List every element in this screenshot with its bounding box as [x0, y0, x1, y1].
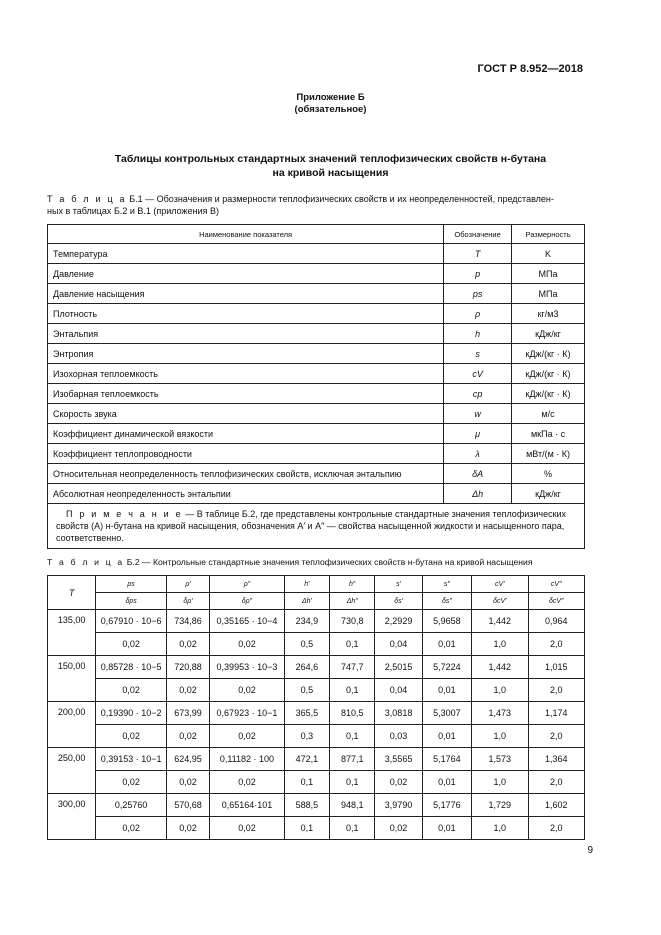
table2-header-uncertainty: δρ′ — [166, 593, 209, 610]
appendix-title: Приложение Б — [296, 92, 365, 103]
uncertainty-cell: 0,02 — [210, 725, 285, 748]
property-unit: K — [512, 244, 585, 264]
table2-header-uncertainty: Δh′ — [284, 593, 329, 610]
property-name: Относительная неопределенность теплофизических свойств, исключая энтальпию — [48, 464, 444, 484]
table1-row — [48, 264, 585, 284]
uncertainty-cell: 0,02 — [210, 633, 285, 656]
value-cell: 948,1 — [330, 794, 375, 817]
uncertainty-cell: 0,1 — [330, 633, 375, 656]
property-unit: м/с — [512, 404, 585, 424]
uncertainty-cell: 0,01 — [422, 817, 471, 840]
table1-caption-text: Б.1 — Обозначения и размерности теплофизических свойств и их неопределенностей, представлен- — [129, 194, 554, 204]
table2-uncertainty-row — [48, 633, 585, 656]
table1-row — [48, 304, 585, 324]
property-symbol: cp — [444, 384, 512, 404]
uncertainty-cell: 0,02 — [96, 633, 167, 656]
uncertainty-cell: 2,0 — [528, 633, 585, 656]
table2-value-row — [48, 610, 585, 633]
property-symbol: h — [444, 324, 512, 344]
temperature-cell: 135,00 — [48, 610, 96, 656]
table1-row — [48, 364, 585, 384]
value-cell: 1,473 — [472, 702, 528, 725]
property-name: Энтальпия — [48, 324, 444, 344]
value-cell: 0,964 — [528, 610, 585, 633]
table2-header-property: s″ — [422, 576, 471, 593]
temperature-cell: 200,00 — [48, 702, 96, 748]
uncertainty-cell: 0,02 — [210, 817, 285, 840]
property-unit: кДж/(кг · К) — [512, 344, 585, 364]
table2-header-uncertainty-row — [48, 593, 585, 610]
table1-row — [48, 284, 585, 304]
property-name: Абсолютная неопределенность энтальпии — [48, 484, 444, 504]
uncertainty-cell: 0,5 — [284, 679, 329, 702]
uncertainty-cell: 1,0 — [472, 817, 528, 840]
table2-header-uncertainty: δps — [96, 593, 167, 610]
table2-header-uncertainty: δcV″ — [528, 593, 585, 610]
property-name: Температура — [48, 244, 444, 264]
uncertainty-cell: 2,0 — [528, 725, 585, 748]
value-cell: 0,25760 — [96, 794, 167, 817]
uncertainty-cell: 0,04 — [375, 679, 422, 702]
table2-head — [48, 576, 585, 610]
table1-row — [48, 424, 585, 444]
table1-row — [48, 244, 585, 264]
uncertainty-cell: 0,02 — [166, 679, 209, 702]
value-cell: 0,67910 · 10−6 — [96, 610, 167, 633]
value-cell: 0,35165 · 10−4 — [210, 610, 285, 633]
value-cell: 5,1776 — [422, 794, 471, 817]
page-number: 9 — [587, 845, 593, 856]
property-unit: кДж/(кг · К) — [512, 364, 585, 384]
property-symbol: δA — [444, 464, 512, 484]
uncertainty-cell: 0,03 — [375, 725, 422, 748]
property-name: Давление насыщения — [48, 284, 444, 304]
value-cell: 3,5565 — [375, 748, 422, 771]
table2-caption — [47, 556, 587, 568]
uncertainty-cell: 0,01 — [422, 679, 471, 702]
property-symbol: T — [444, 244, 512, 264]
table2-value-row — [48, 702, 585, 725]
uncertainty-cell: 1,0 — [472, 725, 528, 748]
note-text: — В таблице Б.2, где представлены контрольные стандартные значения теплофизических свойств (A) н-бутана на кривой насыщения, обозначения A′ и A″ — свойства насыщенной жидкости и насыщенного пара, соответственно. — [56, 509, 567, 543]
table2-header-T: T — [48, 576, 96, 610]
uncertainty-cell: 0,02 — [166, 817, 209, 840]
value-cell: 2,2929 — [375, 610, 422, 633]
value-cell: 5,7224 — [422, 656, 471, 679]
property-name: Изохорная теплоемкость — [48, 364, 444, 384]
value-cell: 472,1 — [284, 748, 329, 771]
value-cell: 0,85728 · 10−5 — [96, 656, 167, 679]
section-title-line2: на кривой насыщения — [272, 167, 389, 179]
table1-caption-line2: ных в таблицах Б.2 и В.1 (приложения В) — [47, 206, 219, 216]
value-cell: 624,95 — [166, 748, 209, 771]
property-name: Коэффициент теплопроводности — [48, 444, 444, 464]
table2-header-property: h′ — [284, 576, 329, 593]
table1-row — [48, 344, 585, 364]
temperature-cell: 300,00 — [48, 794, 96, 840]
uncertainty-cell: 0,5 — [284, 633, 329, 656]
table2-header-property: ps — [96, 576, 167, 593]
value-cell: 5,9658 — [422, 610, 471, 633]
property-name: Скорость звука — [48, 404, 444, 424]
property-symbol: Δh — [444, 484, 512, 504]
property-name: Плотность — [48, 304, 444, 324]
table2-body — [48, 610, 585, 840]
value-cell: 0,39953 · 10−3 — [210, 656, 285, 679]
value-cell: 877,1 — [330, 748, 375, 771]
table1-row — [48, 464, 585, 484]
value-cell: 3,0818 — [375, 702, 422, 725]
table2-header-row — [48, 576, 585, 593]
table2-header-uncertainty: δs′ — [375, 593, 422, 610]
uncertainty-cell: 0,01 — [422, 633, 471, 656]
temperature-cell: 150,00 — [48, 656, 96, 702]
table1-note — [48, 504, 585, 549]
table1-caption — [47, 193, 587, 217]
note-prefix: П р и м е ч а н и е — [66, 509, 183, 519]
value-cell: 720,88 — [166, 656, 209, 679]
property-unit: мВт/(м · К) — [512, 444, 585, 464]
value-cell: 0,11182 · 100 — [210, 748, 285, 771]
table2-header-property: ρ″ — [210, 576, 285, 593]
table1-body — [48, 244, 585, 504]
section-title-line1: Таблицы контрольных стандартных значений теплофизических свойств н-бутана — [114, 153, 547, 165]
uncertainty-cell: 1,0 — [472, 633, 528, 656]
uncertainty-cell: 2,0 — [528, 817, 585, 840]
table2-header-uncertainty: δcV′ — [472, 593, 528, 610]
property-unit: кДж/кг — [512, 324, 585, 344]
table2-uncertainty-row — [48, 817, 585, 840]
value-cell: 0,39153 · 10−1 — [96, 748, 167, 771]
value-cell: 1,729 — [472, 794, 528, 817]
uncertainty-cell: 0,02 — [96, 771, 167, 794]
table2-caption-text: Б.2 — Контрольные стандартные значения теплофизических свойств н-бутана на кривой насыщения — [126, 557, 533, 567]
property-unit: МПа — [512, 264, 585, 284]
property-symbol: p — [444, 264, 512, 284]
uncertainty-cell: 0,02 — [166, 633, 209, 656]
property-name: Изобарная теплоемкость — [48, 384, 444, 404]
uncertainty-cell: 0,02 — [375, 771, 422, 794]
table1-header-row — [48, 225, 585, 244]
property-unit: кДж/кг — [512, 484, 585, 504]
uncertainty-cell: 0,02 — [96, 725, 167, 748]
property-name: Коэффициент динамической вязкости — [48, 424, 444, 444]
property-symbol: ps — [444, 284, 512, 304]
property-unit: МПа — [512, 284, 585, 304]
value-cell: 1,573 — [472, 748, 528, 771]
uncertainty-cell: 1,0 — [472, 679, 528, 702]
table2-header-uncertainty: δs″ — [422, 593, 471, 610]
value-cell: 3,9790 — [375, 794, 422, 817]
table1-row — [48, 484, 585, 504]
uncertainty-cell: 0,1 — [284, 817, 329, 840]
property-symbol: w — [444, 404, 512, 424]
uncertainty-cell: 0,1 — [330, 725, 375, 748]
table2-uncertainty-row — [48, 725, 585, 748]
table1-header-unit: Размерность — [512, 225, 585, 244]
standard-header: ГОСТ Р 8.952—2018 — [477, 63, 583, 75]
uncertainty-cell: 0,1 — [284, 771, 329, 794]
uncertainty-cell: 0,02 — [96, 817, 167, 840]
table2-caption-prefix: Т а б л и ц а — [47, 557, 125, 567]
table1 — [47, 224, 585, 549]
table2-header-property: ρ′ — [166, 576, 209, 593]
table1-row — [48, 384, 585, 404]
value-cell: 0,65164·101 — [210, 794, 285, 817]
table1-row — [48, 444, 585, 464]
table1-note-row — [48, 504, 585, 549]
value-cell: 1,602 — [528, 794, 585, 817]
table2-header-property: h″ — [330, 576, 375, 593]
uncertainty-cell: 0,1 — [330, 771, 375, 794]
table2-header-property: cV″ — [528, 576, 585, 593]
table1-row — [48, 404, 585, 424]
value-cell: 588,5 — [284, 794, 329, 817]
value-cell: 747,7 — [330, 656, 375, 679]
table2-value-row — [48, 748, 585, 771]
value-cell: 365,5 — [284, 702, 329, 725]
value-cell: 1,015 — [528, 656, 585, 679]
uncertainty-cell: 2,0 — [528, 771, 585, 794]
value-cell: 2,5015 — [375, 656, 422, 679]
uncertainty-cell: 2,0 — [528, 679, 585, 702]
value-cell: 570,68 — [166, 794, 209, 817]
table2-header-property: s′ — [375, 576, 422, 593]
property-name: Энтропия — [48, 344, 444, 364]
value-cell: 810,5 — [330, 702, 375, 725]
table2 — [47, 575, 585, 840]
value-cell: 734,86 — [166, 610, 209, 633]
value-cell: 1,442 — [472, 656, 528, 679]
value-cell: 0,67923 · 10−1 — [210, 702, 285, 725]
value-cell: 1,442 — [472, 610, 528, 633]
property-symbol: ρ — [444, 304, 512, 324]
table1-row — [48, 324, 585, 344]
property-unit: кДж/(кг · К) — [512, 384, 585, 404]
property-symbol: cV — [444, 364, 512, 384]
uncertainty-cell: 0,1 — [330, 817, 375, 840]
value-cell: 673,99 — [166, 702, 209, 725]
value-cell: 5,1764 — [422, 748, 471, 771]
uncertainty-cell: 0,3 — [284, 725, 329, 748]
uncertainty-cell: 0,02 — [375, 817, 422, 840]
property-unit: % — [512, 464, 585, 484]
uncertainty-cell: 0,04 — [375, 633, 422, 656]
uncertainty-cell: 0,02 — [166, 725, 209, 748]
uncertainty-cell: 0,02 — [210, 771, 285, 794]
table2-value-row — [48, 794, 585, 817]
table1-header-symbol: Обозначение — [444, 225, 512, 244]
property-symbol: λ — [444, 444, 512, 464]
property-name: Давление — [48, 264, 444, 284]
table1-header-name: Наименование показателя — [48, 225, 444, 244]
table2-uncertainty-row — [48, 679, 585, 702]
table2-value-row — [48, 656, 585, 679]
value-cell: 234,9 — [284, 610, 329, 633]
uncertainty-cell: 0,01 — [422, 725, 471, 748]
value-cell: 5,3007 — [422, 702, 471, 725]
section-title — [60, 152, 601, 180]
temperature-cell: 250,00 — [48, 748, 96, 794]
table2-header-uncertainty: δρ″ — [210, 593, 285, 610]
value-cell: 0,19390 · 10−2 — [96, 702, 167, 725]
property-symbol: μ — [444, 424, 512, 444]
table2-uncertainty-row — [48, 771, 585, 794]
property-symbol: s — [444, 344, 512, 364]
property-unit: мкПа · с — [512, 424, 585, 444]
table2-header-property: cV′ — [472, 576, 528, 593]
uncertainty-cell: 0,01 — [422, 771, 471, 794]
uncertainty-cell: 0,02 — [166, 771, 209, 794]
value-cell: 264,6 — [284, 656, 329, 679]
value-cell: 1,364 — [528, 748, 585, 771]
value-cell: 730,8 — [330, 610, 375, 633]
uncertainty-cell: 0,02 — [210, 679, 285, 702]
table2-header-uncertainty: Δh″ — [330, 593, 375, 610]
value-cell: 1,174 — [528, 702, 585, 725]
uncertainty-cell: 1,0 — [472, 771, 528, 794]
table1-caption-prefix: Т а б л и ц а — [47, 194, 127, 204]
uncertainty-cell: 0,1 — [330, 679, 375, 702]
appendix-type: (обязательное) — [294, 104, 367, 115]
property-unit: кг/м3 — [512, 304, 585, 324]
uncertainty-cell: 0,02 — [96, 679, 167, 702]
